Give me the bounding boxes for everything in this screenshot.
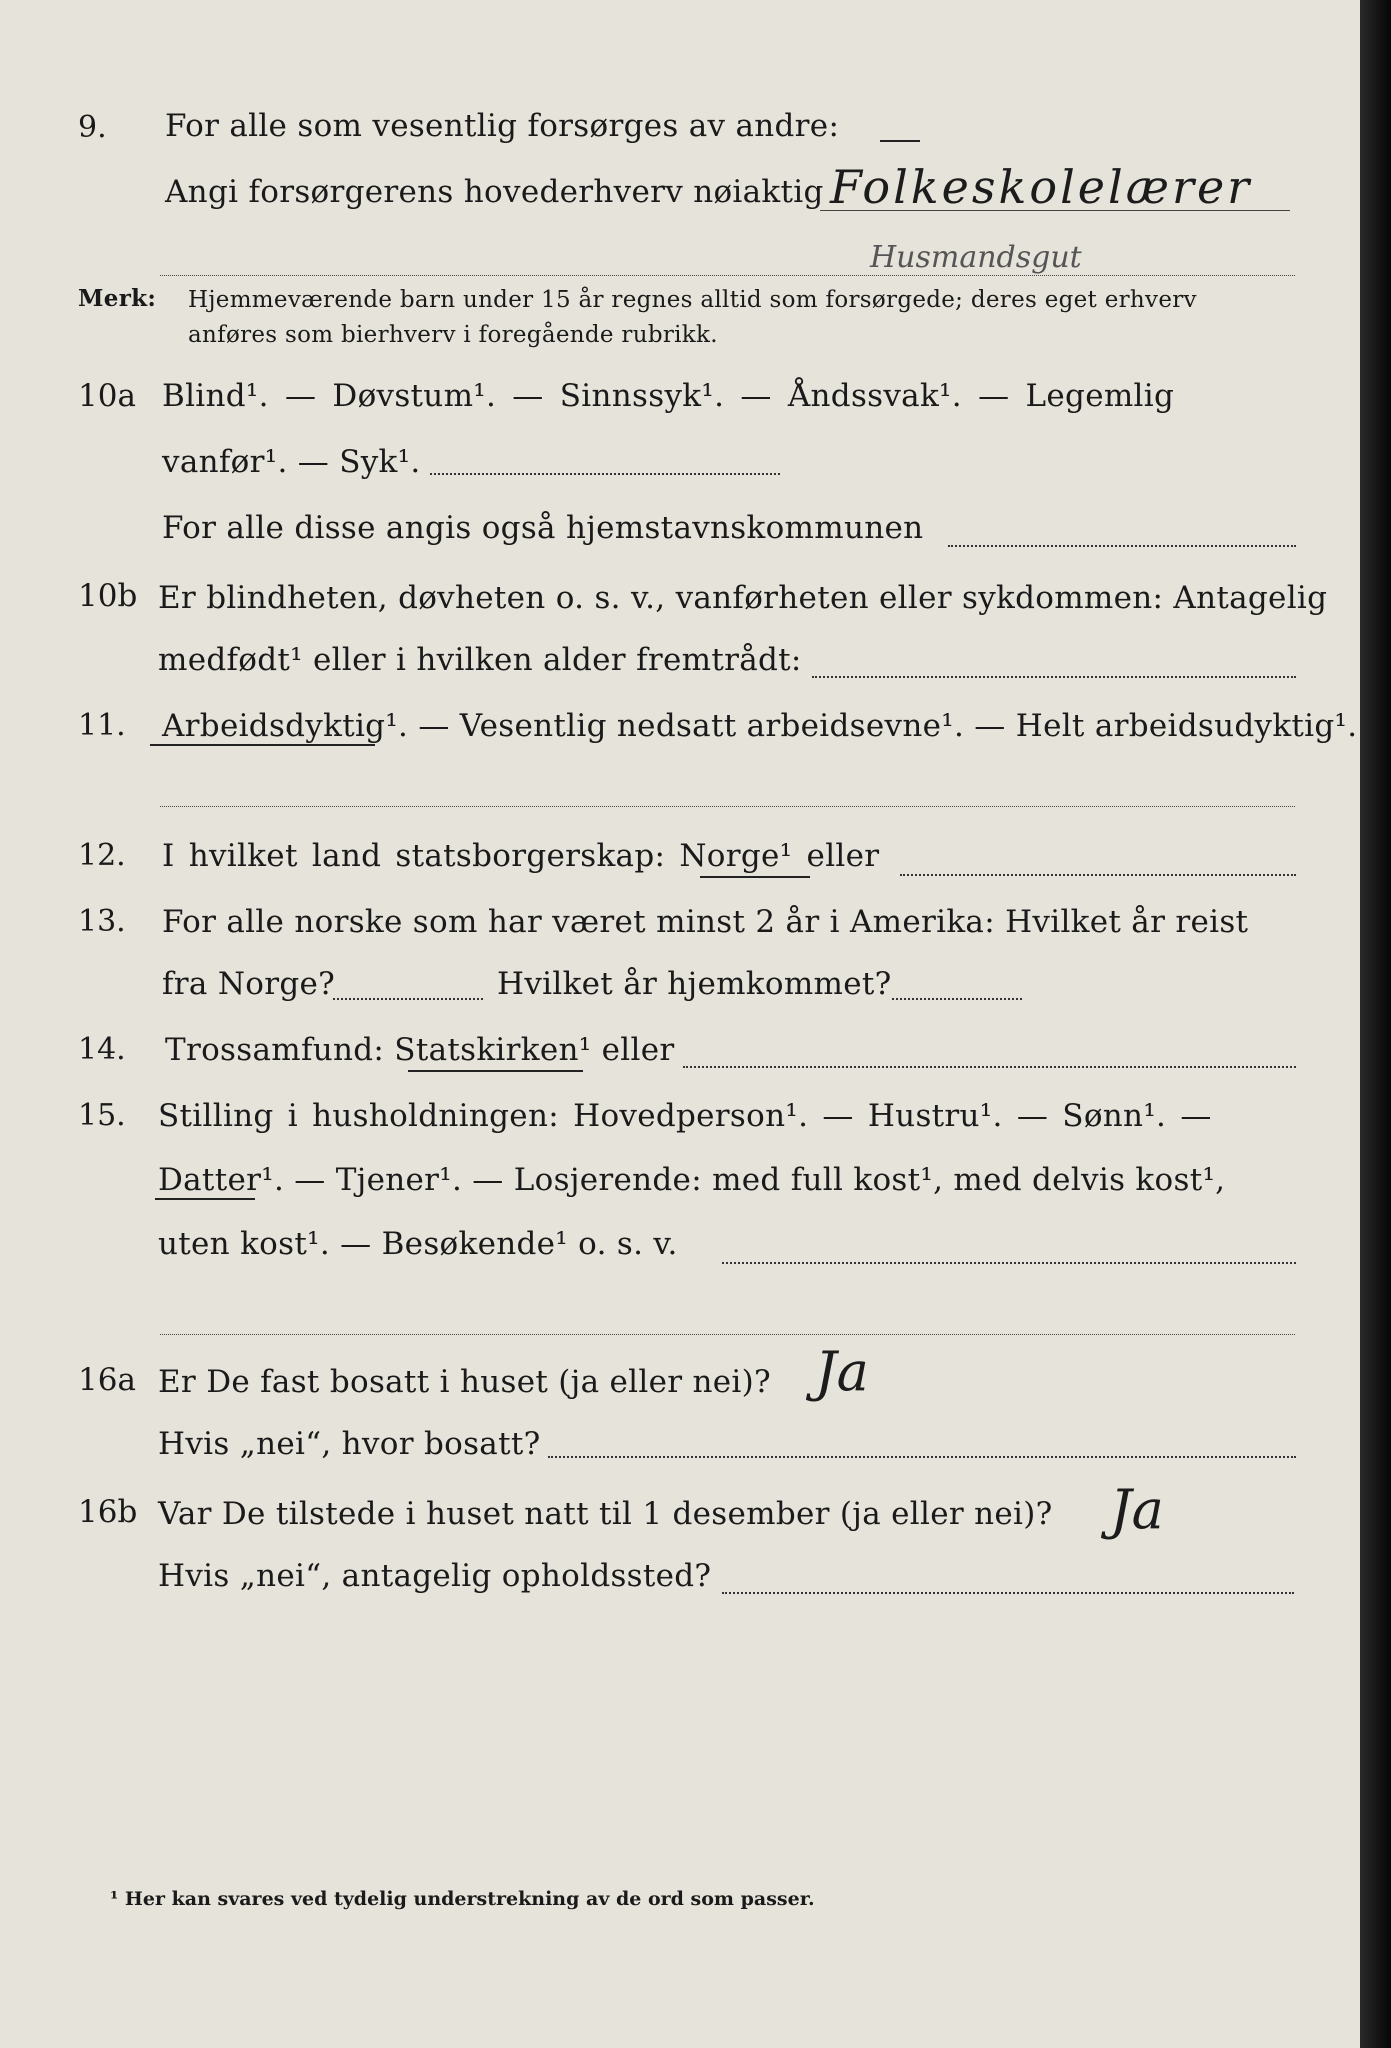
q9-answer1: Folkeskolelærer [830,160,1253,214]
q16b-line2: Hvis „nei“, antagelig opholdssted? [158,1558,712,1594]
q10a-number: 10a [78,378,136,414]
q14-number: 14. [78,1032,126,1067]
q11-line1: Arbeidsdyktig¹. — Vesentlig nedsatt arbeidsevne¹. — Helt arbeidsudyktig¹. [162,708,1358,744]
q14-line1: Trossamfund: Statskirken¹ eller [165,1032,675,1068]
q13-line1: For alle norske som har været minst 2 år i Amerika: Hvilket år reist [162,904,1249,940]
q15-extra-dots [160,1334,1295,1335]
q16a-number: 16a [78,1362,136,1398]
q10b-number: 10b [78,578,138,614]
q10b-dots [812,676,1296,678]
q10a-line2: vanfør¹. — Syk¹. [162,444,421,480]
q16a-line1: Er De fast bosatt i huset (ja eller nei)? [158,1364,771,1400]
merk-line2: anføres som bierhverv i foregående rubrikk. [188,322,718,348]
q13-line2b: Hvilket år hjemkommet? [497,966,892,1002]
q11-dots [160,806,1295,807]
q10a-line3: For alle disse angis også hjemstavnskommunen [162,510,924,546]
q14-underline-statskirken [408,1070,583,1072]
q9-number: 9. [78,110,107,145]
q9-dash [880,140,920,142]
q10a-kommune-dots [948,545,1296,547]
q10a-line1: Blind¹. — Døvstum¹. — Sinnssyk¹. — Åndssvak¹. — Legemlig [162,378,1175,414]
q16b-line1: Var De tilstede i huset natt til 1 desember (ja eller nei)? [158,1496,1053,1532]
q11-number: 11. [78,708,126,743]
q16b-dots [722,1592,1294,1594]
q9-answer2: Husmandsgut [870,240,1082,275]
q10a-syk-dots [430,473,780,475]
q12-underline-norge [700,876,810,878]
q15-line1: Stilling i husholdningen: Hovedperson¹. — Hustru¹. — Sønn¹. — [158,1098,1212,1134]
q10b-line1: Er blindheten, døvheten o. s. v., vanførheten eller sykdommen: Antagelig [158,580,1328,616]
merk-label: Merk: [78,285,157,312]
footnote: ¹ Her kan svares ved tydelig understrekning av de ord som passer. [110,1888,815,1910]
q16b-answer: Ja [1110,1478,1164,1541]
q12-number: 12. [78,838,126,873]
q15-underline-datter [155,1198,255,1200]
q12-dots [900,874,1296,876]
q15-line2: Datter¹. — Tjener¹. — Losjerende: med full kost¹, med delvis kost¹, [158,1162,1226,1198]
q13-hjemkommet-dots [892,998,1022,1000]
q15-dots [722,1262,1296,1264]
q9-line3-dots [160,275,1295,276]
q14-dots [683,1066,1296,1068]
q13-reist-dots [333,998,483,1000]
q9-line1: For alle som vesentlig forsørges av andre: [165,108,840,144]
q11-underline-arbeidsdyktig [150,744,375,746]
q16a-dots [548,1456,1296,1458]
q13-line2a: fra Norge? [162,966,336,1002]
q9-line2: Angi forsørgerens hovederhverv nøiaktig [165,174,824,210]
q16b-number: 16b [78,1494,138,1530]
q15-line3: uten kost¹. — Besøkende¹ o. s. v. [158,1226,678,1262]
scan-edge [1360,0,1391,2048]
q16a-line2: Hvis „nei“, hvor bosatt? [158,1426,541,1462]
q12-line1: I hvilket land statsborgerskap: Norge¹ eller [162,838,880,874]
q16a-answer: Ja [815,1340,869,1403]
merk-line1: Hjemmeværende barn under 15 år regnes alltid som forsørgede; deres eget erhverv [188,287,1197,313]
q13-number: 13. [78,904,126,939]
q10b-line2: medfødt¹ eller i hvilken alder fremtrådt: [158,642,802,678]
q15-number: 15. [78,1098,126,1133]
